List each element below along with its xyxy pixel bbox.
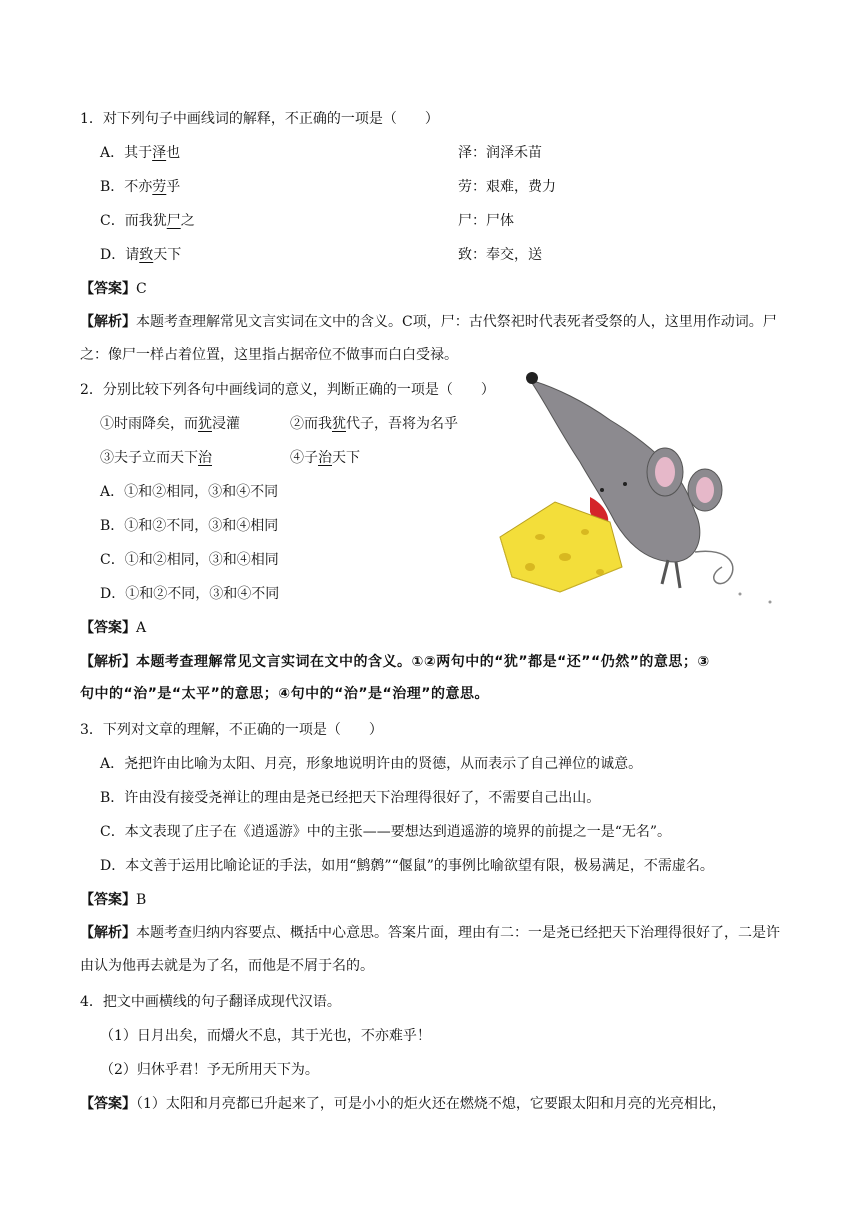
q2-sentence-1: ①时雨降矣，而犹浸灌 [100, 416, 240, 432]
q2-answer: 【答案】A [80, 620, 147, 636]
q2-option-b: B．①和②不同，③和④相同 [100, 518, 279, 534]
q1-analysis: 【解析】本题考查理解常见文言实词在文中的含义。C项，尸：古代祭祀时代表死者受祭的人，这里用作动词。尸之：像尸一样占着位置，这里指占据帝位不做事而白白受禄。 [80, 314, 777, 363]
q4-item-1: （1）日月出矣，而爝火不息，其于光也，不亦难乎！ [100, 1028, 431, 1044]
q1-option-d: D．请致天下 致：奉交，送 [100, 247, 542, 263]
q2-sentence-4: ④子治天下 [290, 450, 360, 466]
q1-stem: 1．对下列句子中画线词的解释，不正确的一项是（ ） [80, 111, 439, 127]
q4-answer: 【答案】（1）太阳和月亮都已升起来了，可是小小的炬火还在燃烧不熄，它要跟太阳和月亮的光亮相比， [80, 1096, 726, 1112]
q1-gloss-c: 尸：尸体 [458, 213, 514, 229]
q2-sentences-row2 [100, 448, 360, 468]
q2-option-a: A．①和②相同，③和④不同 [100, 484, 279, 500]
q3-analysis: 【解析】本题考查归纳内容要点、概括中心意思。答案片面，理由有二：一是尧已经把天下治理得很好了，二是许由认为他再去就是为了名，而他是不屑于名的。 [80, 925, 780, 974]
q1-answer: 【答案】C [80, 281, 147, 297]
q2-sentence-2: ②而我犹代子，吾将为名乎 [290, 416, 458, 432]
mouse-with-cheese-illustration [490, 362, 790, 612]
q4-item-2: （2）归休乎君！予无所用天下为。 [100, 1062, 319, 1078]
q2-sentences-row1 [100, 414, 458, 434]
q2-analysis-line2: 句中的“治”是“太平”的意思；④句中的“治”是“治理”的意思。 [80, 686, 489, 702]
q1-option-b: B．不亦劳乎 劳：艰难，费力 [100, 179, 556, 195]
q1-gloss-a: 泽：润泽禾苗 [458, 145, 542, 161]
q2-option-c: C．①和②相同，③和④相同 [100, 552, 279, 568]
q1-option-c: C．而我犹尸之 尸：尸体 [100, 213, 514, 229]
q2-stem: 2．分别比较下列各句中画线词的意义，判断正确的一项是（ ） [80, 382, 495, 398]
q3-option-c: C．本文表现了庄子在《逍遥游》中的主张——要想达到逍遥游的境界的前提之一是“无名”。 [100, 824, 672, 840]
q3-stem: 3．下列对文章的理解，不正确的一项是（ ） [80, 722, 383, 738]
q4-stem: 4．把文中画横线的句子翻译成现代汉语。 [80, 994, 341, 1010]
q1-gloss-b: 劳：艰难，费力 [458, 179, 556, 195]
q2-analysis-line1: 【解析】本题考查理解常见文言实词在文中的含义。①②两句中的“犹”都是“还”“仍然”的意思；③ [80, 654, 710, 670]
q1-gloss-d: 致：奉交，送 [458, 247, 542, 263]
q3-option-b: B．许由没有接受尧禅让的理由是尧已经把天下治理得很好了，不需要自己出山。 [100, 790, 601, 806]
q3-answer: 【答案】B [80, 892, 147, 908]
mouse-tail-icon [695, 551, 772, 603]
q3-option-d: D．本文善于运用比喻论证的手法，如用“鹪鹩”“偃鼠”的事例比喻欲望有限，极易满足，不需虚名。 [100, 858, 714, 874]
q1-option-a: A．其于泽也 泽：润泽禾苗 [100, 145, 542, 161]
q2-sentence-3: ③夫子立而天下治 [100, 450, 212, 466]
q3-option-a: A．尧把许由比喻为太阳、月亮，形象地说明许由的贤德，从而表示了自己禅位的诚意。 [100, 756, 643, 772]
q2-option-d: D．①和②不同，③和④不同 [100, 586, 280, 602]
